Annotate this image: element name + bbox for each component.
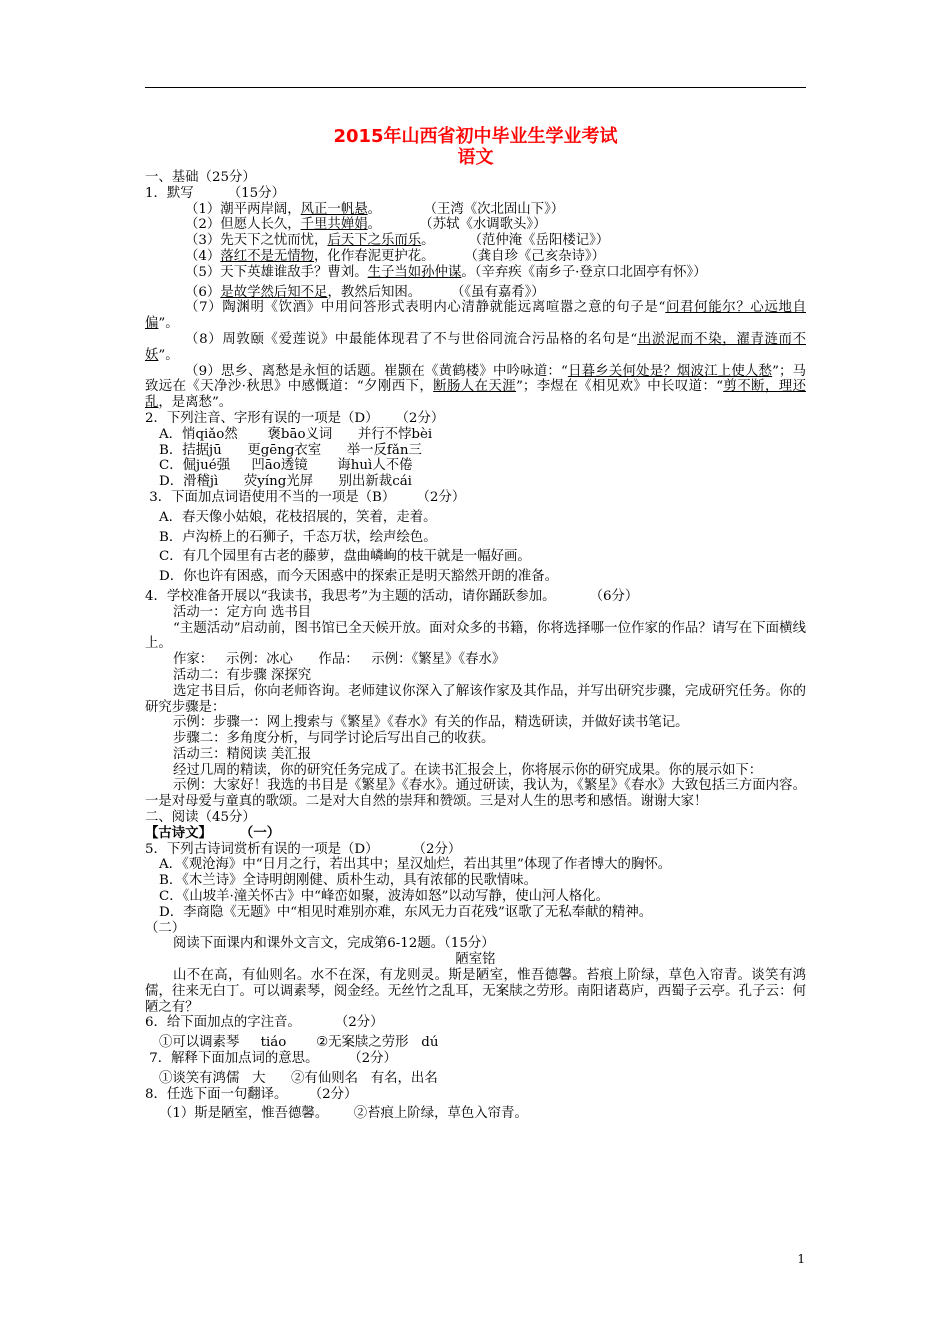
q6-answer: ①可以调素琴 tiáo ②无案牍之劳形 dú: [159, 1035, 439, 1051]
question-2-stem: 2．下列注音、字形有误的一项是（D） （2分）: [145, 410, 445, 426]
section-1-heading: 一、基础（25分）: [145, 170, 256, 185]
passage-text: 山不在高，有仙则名。水不在深，有龙则灵。斯是陋室，惟吾德馨。苔痕上阶绿，草色入帘青。谈笑有鸿儒，往来无白丁。可以调素琴，阅金经。无丝竹之乱耳，无案牍之劳形。南阳诸葛庐，西蜀子云亭。孔子云：何陋之有？: [145, 968, 806, 1015]
q5-option-a: A．《观沧海》中“日月之行，若出其中；星汉灿烂，若出其里”体现了作者博大的胸怀。: [159, 857, 672, 873]
classical-poetry-heading: 【古诗文】 （一）: [145, 824, 281, 841]
q4-activity-3: 活动三：精阅读 美汇报: [173, 746, 312, 762]
q7-answer: ①谈笑有鸿儒 大 ②有仙则名 有名，出名: [159, 1070, 438, 1086]
q1-item-4: （4）落红不是无情物，化作春泥更护花。 （龚自珍《己亥杂诗》）: [185, 248, 605, 264]
question-3-stem: 3．下面加点词语使用不当的一项是（B） （2分）: [145, 489, 466, 505]
q8-answer: （1）斯是陋室，惟吾德馨。 ②苔痕上阶绿，草色入帘青。: [159, 1106, 528, 1122]
q4-paragraph-3: 经过几周的精读，你的研究任务完成了。在读书汇报会上，你将展示你的研究成果。你的展示如下：: [173, 762, 763, 778]
question-8-stem: 8．任选下面一句翻译。 （2分）: [145, 1086, 358, 1102]
q1-item-7: （7）陶渊明《饮酒》中用问答形式表明内心清静就能远离喧嚣之意的句子是“问君何能尔？心远地自偏”。: [145, 300, 806, 332]
answer-underline: 风正一帆悬: [300, 201, 368, 217]
q2-option-c: C．倔jué强 凹āo透镜 诲huì人不倦: [159, 458, 413, 474]
passage-title: 陋室铭: [455, 952, 496, 968]
q1-item-6: （6）是故学然后知不足，教然后知困。 （《虽有嘉肴》）: [185, 284, 545, 300]
answer-underline: 日暮乡关何处是？烟波江上使人愁: [567, 363, 773, 379]
q3-option-d: D．你也许有困惑，而今天困惑中的探索正是明天豁然开朗的准备。: [159, 569, 559, 585]
q4-activity-1: 活动一：定方向 选书目: [173, 604, 312, 620]
question-5-stem: 5．下列古诗词赏析有误的一项是（D） （2分）: [145, 841, 462, 857]
q1-item-5: （5）天下英雄谁敌手？曹刘。生子当如孙仲谋。（辛弃疾《南乡子·登京口北固亭有怀》）: [185, 264, 707, 280]
q3-option-c: C．有几个园里有古老的藤萝，盘曲嶙峋的枝干就是一幅好画。: [159, 549, 531, 565]
question-6-stem: 6．给下面加点的字注音。 （2分）: [145, 1015, 384, 1031]
answer-underline: 出淤泥而不染，濯青涟而不妖: [145, 331, 806, 363]
answer-underline: 千里共婵娟: [300, 217, 368, 233]
q1-item-1: （1）潮平两岸阔，风正一帆悬。 （王湾《次北固山下》）: [185, 201, 565, 217]
answer-underline: 落红不是无情物: [220, 248, 315, 264]
q3-option-a: A．春天像小姑娘，花枝招展的，笑着，走着。: [159, 509, 437, 525]
q5-option-c: C．《山坡羊·潼关怀古》中“峰峦如聚，波涛如怒”以动写静，使山河人格化。: [159, 889, 609, 905]
question-7-stem: 7．解释下面加点词的意思。 （2分）: [145, 1051, 397, 1067]
document-body: [145, 170, 806, 1122]
page-number: 1: [797, 1252, 805, 1266]
q4-paragraph-4: 示例：大家好！我选的书目是《繁星》《春水》。通过研读，我认为，《繁星》《春水》大致包括三方面内容。一是对母爱与童真的歌颂。二是对大自然的崇拜和赞颂。三是对人生的思考和感悟。谢谢大家！: [145, 778, 806, 810]
answer-underline: 剪不断，理还乱: [145, 379, 806, 411]
answer-underline: 是故学然后知不足: [220, 284, 328, 300]
q4-paragraph-2: 选定书目后，你向老师咨询。老师建议你深入了解该作家及其作品，并写出研究步骤，完成研究任务。你的研究步骤是：: [145, 683, 806, 715]
q2-option-a: A．悄qiǎo然 褒bāo义词 并行不悖bèi: [159, 426, 433, 442]
part-2-label: （二）: [145, 920, 186, 936]
q1-item-9: （9）思乡、离愁是永恒的话题。崔颢在《黄鹤楼》中吟咏道：“日暮乡关何处是？烟波江上使人愁”；马致远在《天净沙·秋思》中感慨道：“夕刚西下，断肠人在天涯”；李煜在《相见欢》中长叹道：“剪不断，理还乱，是离愁”。: [145, 363, 806, 411]
question-4-stem: 4．学校准备开展以“我读书，我思考”为主题的活动，请你踊跃参加。 （6分）: [145, 588, 639, 604]
q3-option-b: B．卢沟桥上的石狮子，千态万状，绘声绘色。: [159, 529, 437, 545]
q4-paragraph-1: “主题活动”启动前，图书馆已全天候开放。面对众多的书籍，你将选择哪一位作家的作品？请写在下面横线上。: [145, 620, 806, 652]
q1-item-3: （3）先天下之忧而忧，后天下之乐而乐。 （范仲淹《岳阳楼记》）: [185, 233, 610, 249]
answer-underline: 断肠人在天涯: [433, 379, 517, 395]
q5-option-b: B．《木兰诗》全诗明朗刚健、质朴生动，具有浓郁的民歌情味。: [159, 873, 538, 889]
question-1-stem: 1．默写 （15分）: [145, 185, 285, 201]
q2-option-d: D．滑稽jì 荧yíng光屏 别出新裁cái: [159, 474, 412, 490]
subject-title: 语文: [457, 147, 494, 168]
exam-title: 2015年山西省初中毕业生学业考试: [333, 126, 618, 147]
q1-item-2: （2）但愿人长久，千里共婵娟。 （苏轼《水调歌头》）: [185, 217, 547, 233]
q2-option-b: B．拮据jū 更gēng衣室 举一反fǎn三: [159, 442, 422, 458]
reading-instruction: 阅读下面课内和课外文言文，完成第6-12题。（15分）: [173, 936, 495, 952]
answer-underline: 生子当如孙仲谋: [367, 264, 462, 280]
section-2-heading: 二、阅读（45分）: [145, 810, 256, 826]
header-rule: [145, 87, 806, 88]
q1-item-8: （8）周敦颐《爱莲说》中最能体现君了不与世俗同流合污品格的名句是“出淤泥而不染，濯青涟而不妖”。: [145, 331, 806, 363]
q4-step-2: 步骤二：多角度分析，与同学讨论后写出自己的收获。: [173, 731, 495, 747]
answer-underline: 问君何能尔？心远地自偏: [145, 300, 806, 332]
q5-option-d: D．李商隐《无题》中“相见时难别亦难，东风无力百花残”讴歌了无私奉献的精神。: [159, 904, 653, 920]
q4-step-1: 示例：步骤一：网上搜索与《繁星》《春水》有关的作品，精选研读，并做好读书笔记。: [173, 715, 689, 731]
q4-activity-2: 活动二：有步骤 深探究: [173, 667, 312, 683]
q4-author-line: 作家： 示例：冰心 作品： 示例：《繁星》《春水》: [173, 652, 506, 668]
answer-underline: 后天下之乐而乐: [327, 233, 422, 249]
